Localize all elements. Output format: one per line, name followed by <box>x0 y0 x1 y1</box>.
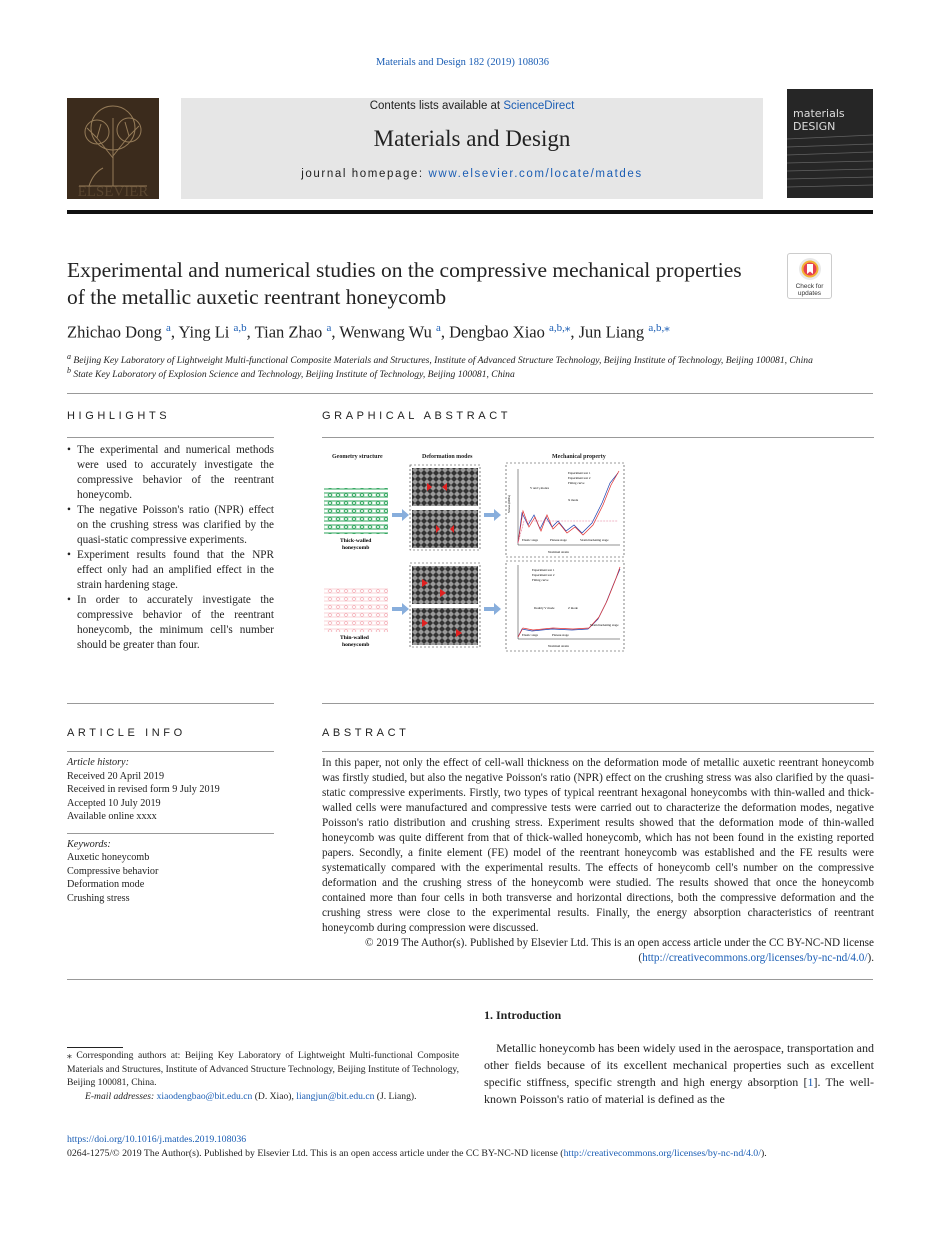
ga-mode-z: Z mode <box>568 606 578 610</box>
author-affiliation-mark[interactable]: a,b <box>233 322 247 334</box>
author-affiliation-mark[interactable]: a <box>326 322 332 334</box>
ga-stage-elastic: Elastic stage <box>522 633 539 637</box>
article-info-rule <box>67 751 274 752</box>
graphical-abstract-figure <box>322 443 626 655</box>
article-history-label: Article history: <box>67 757 129 768</box>
check-updates-label-1: Check for <box>795 283 824 290</box>
ga-stage-plateau: Plateau stage <box>552 633 569 637</box>
homepage-link[interactable]: www.elsevier.com/locate/matdes <box>428 168 643 180</box>
author-affiliation-mark[interactable]: a,b,⁎ <box>648 322 670 334</box>
affiliation-text: State Key Laboratory of Explosion Science and Technology, Beijing Institute of Technology, Beijing 100081, China <box>73 369 515 381</box>
check-updates-icon <box>798 257 822 281</box>
abstract-heading: ABSTRACT <box>322 727 410 739</box>
email-label: E-mail addresses: <box>85 1090 155 1102</box>
author-affiliation-mark[interactable]: a <box>165 322 171 334</box>
ga-legend-1: Experiment test 1 <box>568 471 591 475</box>
email-link[interactable]: xiaodengbao@bit.edu.cn <box>156 1090 253 1102</box>
article-title: Experimental and numerical studies on the compressive mechanical properties of the metallic auxetic reentrant honeycomb <box>67 258 742 309</box>
elsevier-logo <box>67 98 159 199</box>
ga-mode-x: X mode <box>568 498 579 502</box>
arrow-icon <box>484 509 501 521</box>
check-updates-label-2: updates <box>797 290 822 297</box>
highlights-list <box>67 443 274 653</box>
ga-stage-plateau: Plateau stage <box>550 538 567 542</box>
keywords-rule <box>67 824 274 834</box>
property-box-thick <box>506 463 624 557</box>
highlight-item: • The negative Poisson's ratio (NPR) effect on the crushing stress was clarified by the quasi-static compressive experiments. <box>77 503 274 548</box>
abstract-rule <box>322 751 874 752</box>
highlights-heading: HIGHLIGHTS <box>67 410 171 422</box>
graphical-abstract-rule <box>322 437 874 438</box>
arrow-icon <box>484 603 501 615</box>
license-link[interactable]: http://creativecommons.org/licenses/by-nc-nd/4.0/ <box>642 952 868 964</box>
arrow-icon <box>392 509 409 521</box>
ga-legend-2: Experiment test 2 <box>568 476 591 480</box>
ga-label-thick-2: honeycomb <box>342 545 370 551</box>
ga-label-thin-2: honeycomb <box>342 642 370 648</box>
email-owner: (D. Xiao), <box>254 1090 294 1102</box>
affiliation-b <box>67 366 887 380</box>
thin-honeycomb-geometry <box>324 588 388 632</box>
article-info-top-rule <box>67 703 274 704</box>
history-entry: Available online xxxx <box>67 811 157 822</box>
contents-line: Contents lists available at ScienceDirect <box>369 100 575 112</box>
ga-legend-3: Fitting curve <box>568 481 585 485</box>
copyright-text: 0264-1275/© 2019 The Author(s). Published by Elsevier Ltd. This is an open access article under the CC BY-NC-ND license <box>67 1148 558 1159</box>
highlight-item: • The experimental and numerical methods were used to accurately investigate the compressive behavior of the reentrant honeycomb. <box>77 443 274 503</box>
email-link[interactable]: liangjun@bit.edu.cn <box>296 1090 375 1102</box>
author[interactable]: Zhichao Dong <box>67 322 162 342</box>
article-info-heading: ARTICLE INFO <box>67 727 186 739</box>
affiliation-a <box>67 352 887 366</box>
header-divider <box>67 210 873 214</box>
ga-xlabel: Nominal strain <box>548 644 569 648</box>
author[interactable]: Tian Zhao <box>254 322 323 342</box>
footnote-text: ⁎ Corresponding authors at: Beijing Key Laboratory of Lightweight Multi-functional Composite Materials and Structures, Institute of Advanced Structure Technology, Beijing Institute of Technology, Beijing 100081, China. <box>67 1050 459 1088</box>
highlights-rule <box>67 437 274 438</box>
abstract-bottom-rule <box>67 979 873 980</box>
keyword: Auxetic honeycomb <box>67 852 150 863</box>
ga-stage-elastic: Elastic stage <box>522 538 539 542</box>
ga-legend-1: Experiment test 1 <box>532 568 555 572</box>
property-box-thin <box>506 561 624 651</box>
deformation-photo <box>412 510 478 548</box>
abstract-license-link-line: (http://creativecommons.org/licenses/by-nc-nd/4.0/). <box>638 952 874 964</box>
thick-honeycomb-geometry <box>324 488 388 534</box>
author-affiliation-mark[interactable]: a <box>435 322 441 334</box>
ga-label-thin-1: Thin-walled <box>340 635 369 641</box>
ga-col-geometry: Geometry structure <box>332 454 383 460</box>
highlight-item: • In order to accurately investigate the compressive behavior of the reentrant honeycomb, the minimum cell's number should be greater than four. <box>77 593 274 653</box>
ga-stage-hardening: Strain hardening stage <box>590 623 619 627</box>
corresponding-author-footnote <box>67 1049 459 1103</box>
journal-title: Materials and Design <box>373 126 571 151</box>
footnote-rule <box>67 1047 123 1048</box>
arrow-icon <box>392 603 409 615</box>
author[interactable]: Wenwang Wu <box>339 322 432 342</box>
graphical-abstract-heading: GRAPHICAL ABSTRACT <box>322 410 512 422</box>
author[interactable]: Dengbao Xiao <box>449 322 545 342</box>
history-entry: Received in revised form 9 July 2019 <box>67 784 220 795</box>
email-line <box>67 1090 459 1104</box>
ga-legend-2: Experiment test 2 <box>532 573 555 577</box>
article-info <box>67 756 274 905</box>
elsevier-wordmark: ELSEVIER <box>77 184 149 199</box>
affiliation-mark: a <box>67 352 71 361</box>
copyright-line: 0264-1275/© 2019 The Author(s). Published by Elsevier Ltd. This is an open access article under the CC BY-NC-ND license (http://creativecommons.org/licenses/by-nc-nd/4.0/). <box>67 1148 767 1159</box>
history-entry: Accepted 10 July 2019 <box>67 797 161 809</box>
ga-col-property: Mechanical property <box>552 454 606 460</box>
affiliation-mark: b <box>67 366 71 375</box>
cover-title-line1: materials <box>793 107 845 120</box>
bottom-license-link[interactable]: http://creativecommons.org/licenses/by-nc-nd/4.0/ <box>563 1148 761 1159</box>
keyword: Crushing stress <box>67 892 130 904</box>
abstract-top-rule <box>322 703 874 704</box>
ga-col-deformation: Deformation modes <box>422 454 473 460</box>
ga-label-thick-1: Thick-walled <box>340 538 372 544</box>
intro-paragraph-cont: ]. The well-known Poisson's ratio of material is defined as the <box>484 1075 875 1106</box>
journal-homepage: journal homepage: www.elsevier.com/locate/matdes <box>301 168 643 180</box>
journal-reference[interactable]: Materials and Design 182 (2019) 108036 <box>376 57 549 68</box>
author[interactable]: Ying Li <box>178 322 230 342</box>
keywords-label: Keywords: <box>67 838 111 850</box>
introduction-text <box>484 1040 874 1108</box>
abstract-license: © 2019 The Author(s). Published by Elsevier Ltd. This is an open access article under the CC BY-NC-ND license <box>365 937 874 949</box>
keyword: Compressive behavior <box>67 865 159 877</box>
author[interactable]: Jun Liang <box>578 322 645 342</box>
history-entry: Received 20 April 2019 <box>67 770 165 782</box>
deformation-photo <box>412 566 478 604</box>
abstract-text: In this paper, not only the effect of cell-wall thickness on the deformation mode of metallic auxetic reentrant honeycomb was firstly studied, but also the negative Poisson's ratio (NPR) effect on the crushing stress was also clarified by the quasi-static compressive experiments. Firstly, two types of typical reentrant hexagonal honeycombs with thin-walled and thick-walled cells were manufactured and compressive tests were carried out to characterize the deformation modes, negative Poisson's ratio distribution and crushing stress. Experiment results showed that the deformation mode of thin-walled honeycomb was quite different from that of thick-walled honeycomb, which has not been found in the existing reported papers. Secondly, a finite element (FE) model of the reentrant honeycomb was established and the FE results were systematically compared with the experimental results. The effects of honeycomb cell's number on the compressive deformation and the crushing stress of the honeycomb were studied. The results showed that once the honeycomb contained more than four cells in both transverse and horizontal directions, both the compressive deformation and the crushing stress were close to the experimental results. Finally, the energy absorption characteristics of reentrant honeycomb during compression were discussed. <box>322 757 874 934</box>
journal-cover-image <box>787 89 873 198</box>
check-for-updates-badge[interactable] <box>787 253 832 299</box>
affiliation-text: Beijing Key Laboratory of Lightweight Multi-functional Composite Materials and Structures, Institute of Advanced Structure Technology, Beijing Institute of Technology, Beijing 100081, China <box>73 355 813 367</box>
journal-masthead <box>181 98 763 199</box>
ga-xlabel: Nominal strain <box>548 550 569 554</box>
ga-ylabel: Stress (MPa) <box>507 494 511 513</box>
ga-stage-hardening: Strain hardening stage <box>580 538 609 542</box>
ga-mode-v: V and γ modes <box>530 486 549 490</box>
citation-link[interactable]: 1 <box>807 1075 814 1089</box>
cover-title-line2: DESIGN <box>793 120 836 133</box>
ga-legend-3: Fitting curve <box>532 578 549 582</box>
sciencedirect-link[interactable]: ScienceDirect <box>503 100 575 112</box>
author-list: Zhichao Dong $^a$, Ying Li $^{a,b}$, Tian Zhao $^a$, Wenwang Wu $^a$, Dengbao Xiao $^{a,b,⁎}$, Jun Liang $^{a,b,⁎}$ <box>67 322 670 342</box>
introduction-heading: 1. Introduction <box>484 1008 562 1022</box>
keyword: Deformation mode <box>67 879 145 890</box>
section-divider <box>67 393 873 394</box>
intro-paragraph: Metallic honeycomb has been widely used in the aerospace, transportation and other fields because of its excellent mechanical properties such as excellent specific stiffness, specific strength and high energy absorption [ <box>484 1041 875 1089</box>
email-owner: (J. Liang). <box>376 1090 417 1102</box>
ga-mode-doubly-v: Doubly V mode <box>534 606 555 610</box>
deformation-photo <box>412 608 478 645</box>
doi-link[interactable]: https://doi.org/10.1016/j.matdes.2019.108036 <box>67 1134 247 1145</box>
author-affiliation-mark[interactable]: a,b,⁎ <box>549 322 571 334</box>
abstract-body <box>322 756 874 966</box>
highlight-item: • Experiment results found that the NPR effect only had an amplified effect in the strain hardening stage. <box>77 548 274 593</box>
